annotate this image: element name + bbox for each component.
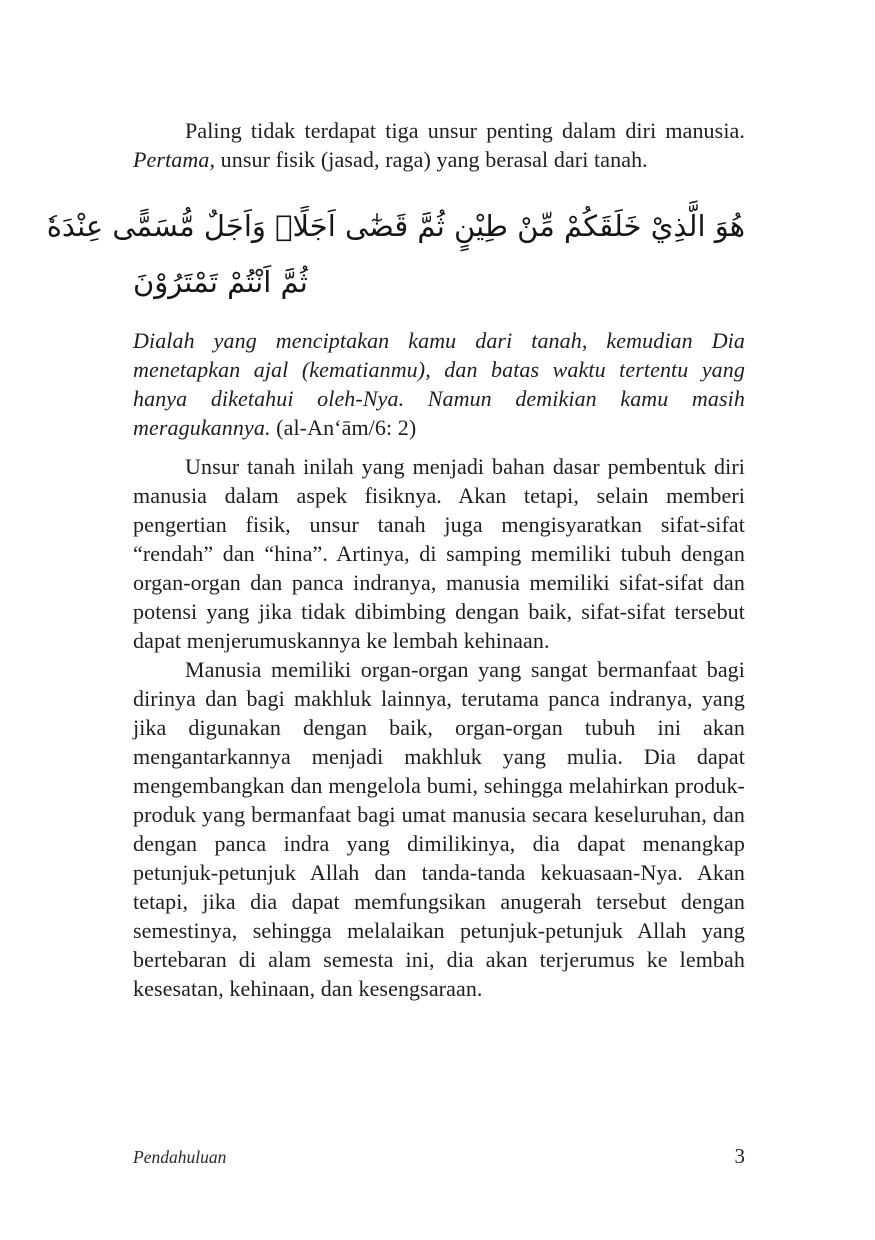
quran-verse-arabic	[46, 198, 745, 310]
paragraph-organ-manusia: Manusia memiliki organ-organ yang sangat bermanfaat bagi dirinya dan bagi makhluk lainnya, terutama panca indranya, yang jika digunakan dengan baik, organ-organ tubuh ini akan mengantarkannya menjadi makhluk yang mulia. Dia dapat mengembangkan dan mengelola bumi, sehingga melahirkan produk-produk yang bermanfaat bagi umat manusia secara keseluruhan, dan dengan panca indra yang dimilikinya, dia dapat menangkap petunjuk-petunjuk Allah dan tanda-tanda kekuasaan-Nya. Akan tetapi, jika dia dapat memfungsikan anugerah tersebut dengan semestinya, sehingga melalaikan petunjuk-petunjuk Allah yang bertebaran di alam semesta ini, dia akan terjerumus ke lembah kesesatan, kehinaan, dan kesengsaraan.	[133, 657, 745, 1001]
paragraph-intro: Paling tidak terdapat tiga unsur penting dalam diri manusia. Pertama, unsur fisik (jasad, raga) yang berasal dari tanah.	[133, 118, 745, 172]
page-content	[46, 116, 745, 1003]
footer-page-number: 3	[734, 1144, 745, 1168]
quran-verse-line-1: هُوَ الَّذِيْ خَلَقَكُمْ مِّنْ طِيْنٍ ثُمَّ قَضٰٓى اَجَلًاۗ وَاَجَلٌ مُّسَمًّى عِنْدَهٗ	[46, 209, 745, 243]
footer-chapter-title: Pendahuluan	[133, 1147, 227, 1167]
paragraph-unsur-tanah: Unsur tanah inilah yang menjadi bahan dasar pembentuk diri manusia dalam aspek fisiknya. Akan tetapi, selain memberi pengertian fisik, unsur tanah juga mengisyaratkan sifat-sifat “rendah” dan “hina”. Artinya, di samping memiliki tubuh dengan organ-organ dan panca indranya, manusia memiliki sifat-sifat dan potensi yang jika tidak dibimbing dengan baik, sifat-sifat tersebut dapat menjerumuskannya ke lembah kehinaan.	[133, 454, 745, 653]
quran-verse-line-2: ثُمَّ اَنْتُمْ تَمْتَرُوْنَ	[133, 265, 308, 299]
page-footer	[133, 1144, 745, 1169]
verse-translation: Dialah yang menciptakan kamu dari tanah, kemudian Dia menetapkan ajal (kematianmu), dan batas waktu tertentu yang hanya diketahui oleh-Nya. Namun demikian kamu masih meragukannya. (al-An‘ām/6: 2)	[133, 328, 745, 440]
